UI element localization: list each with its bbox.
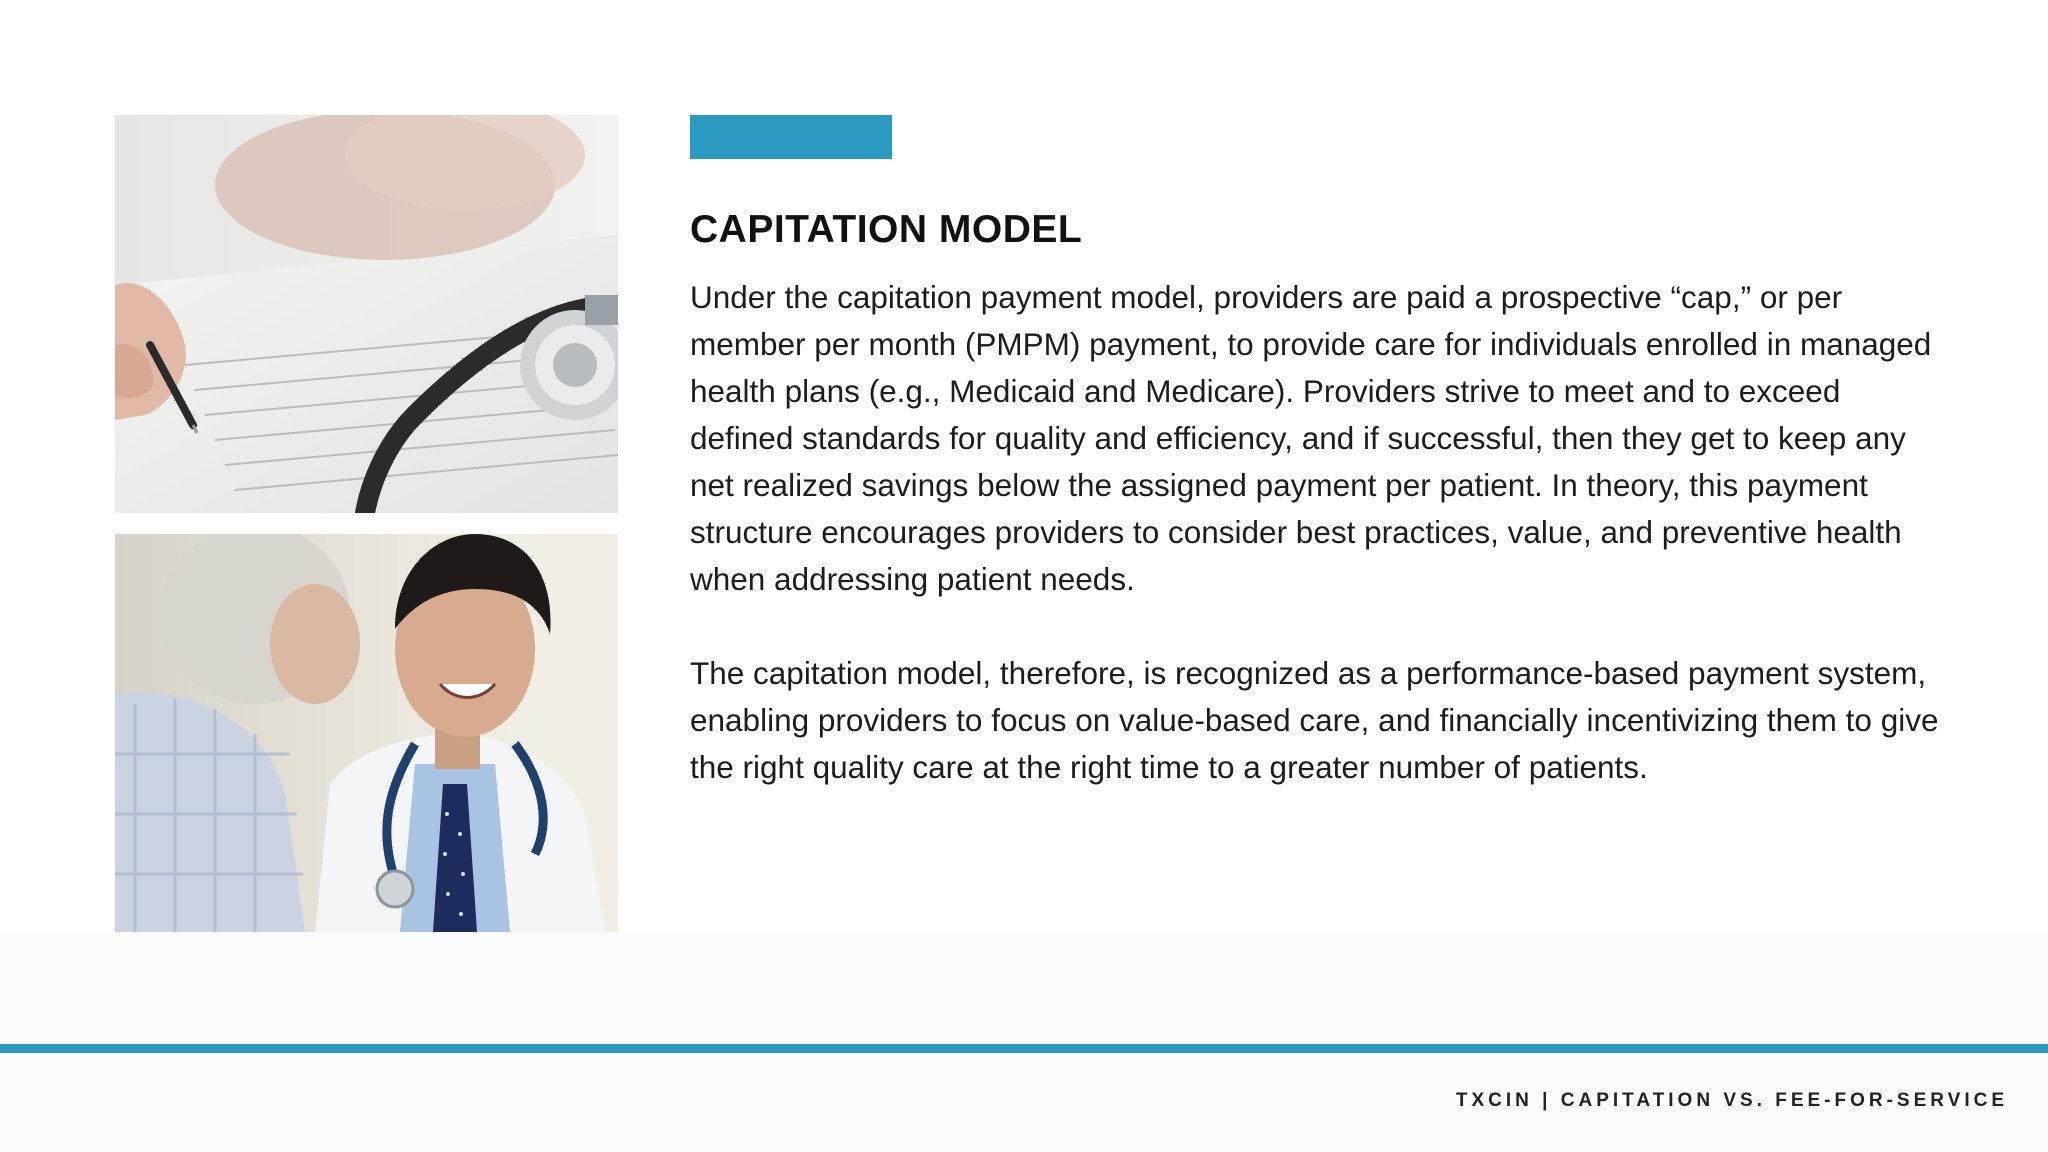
footer-label: TXCIN | CAPITATION VS. FEE-FOR-SERVICE — [1455, 1090, 2008, 1111]
body-text — [690, 274, 1940, 838]
body-paragraph: Under the capitation payment model, providers are paid a prospective “cap,” or per member per month (PMPM) payment, to provide care for individuals enrolled in managed health plans (e.g., Medicaid and Medicare). Providers strive to meet and to exceed defined standards for quality and efficiency, and if successful, then they get to keep any net realized savings below the assigned payment per patient. In theory, this payment structure encourages providers to consider best practices, value, and preventive health when addressing patient needs. — [690, 279, 1932, 597]
slide-lower-background — [0, 930, 2048, 1152]
slide-title: CAPITATION MODEL — [690, 208, 1083, 251]
body-paragraph: The capitation model, therefore, is recognized as a performance-based payment system, enabling providers to focus on value-based care, and financially incentivizing them to give the right quality care at the right time to a greater number of patients. — [690, 655, 1939, 785]
photo-hand-writing-stethoscope — [115, 115, 618, 513]
footer-divider — [0, 1044, 2048, 1053]
accent-bar — [690, 115, 892, 159]
photo-doctor-with-patient — [115, 534, 618, 932]
